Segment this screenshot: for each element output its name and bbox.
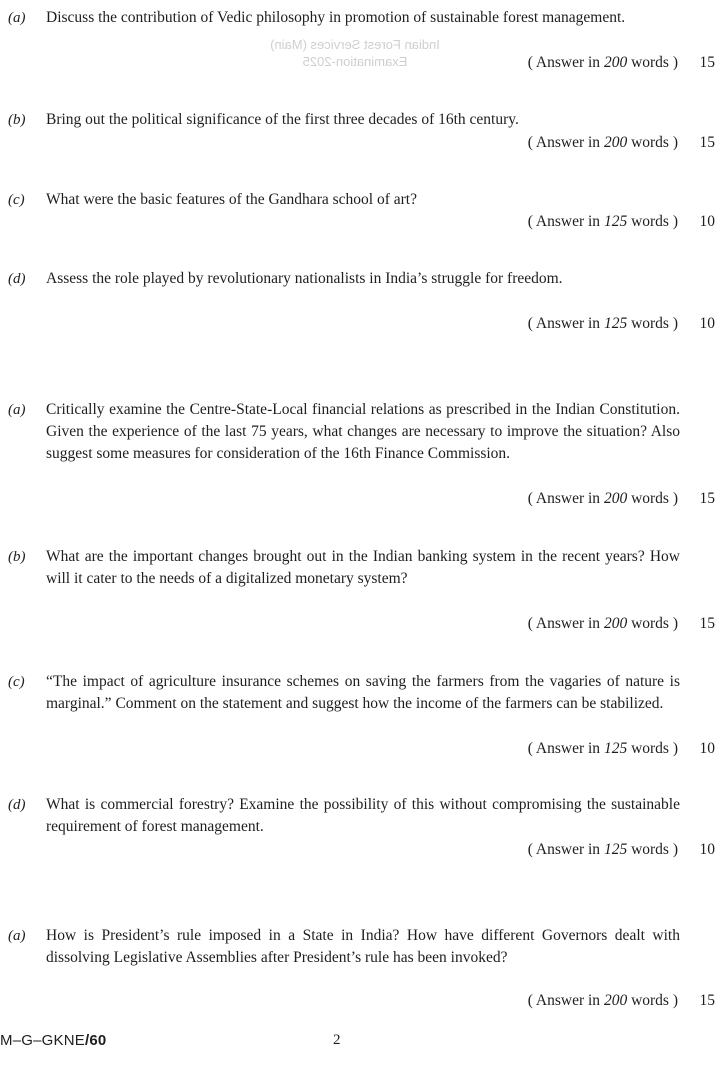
answer-word-limit: ( Answer in 200 words ) <box>527 134 678 151</box>
marks: 15 <box>699 134 715 151</box>
marks: 10 <box>699 841 715 858</box>
marks: 15 <box>699 992 715 1009</box>
marks: 15 <box>699 490 715 507</box>
marks: 10 <box>699 213 715 230</box>
question-label: (b) <box>8 549 26 565</box>
question-label: (c) <box>8 192 25 208</box>
question-text: “The impact of agriculture insurance schemes on saving the farmers from the vagaries of nature is marginal.” Comment on the statement and suggest how the income of the farmers can be stabilized. <box>46 673 680 712</box>
question-text: Discuss the contribution of Vedic philosophy in promotion of sustainable forest management. <box>46 9 626 26</box>
watermark <box>245 36 465 70</box>
question-label: (a) <box>8 10 26 26</box>
answer-word-limit: ( Answer in 125 words ) <box>527 213 678 230</box>
question-label: (d) <box>8 271 26 287</box>
watermark-line-1: Indian Forest Services (Main) <box>270 37 440 52</box>
question-label: (d) <box>8 797 26 813</box>
marks: 10 <box>699 315 715 332</box>
question-text: Assess the role played by revolutionary nationalists in India’s struggle for freedom. <box>46 270 563 287</box>
question-text: What is commercial forestry? Examine the possibility of this without compromising the sustainable requirement of forest management. <box>46 796 680 835</box>
question-text: Critically examine the Centre-State-Local financial relations as prescribed in the Indian Constitution. Given the experience of the last 75 years, what changes are necessary to improve the situation? Also suggest some measures for consideration of the 16th Finance Commission. <box>46 401 680 462</box>
question-text: What are the important changes brought out in the Indian banking system in the recent years? How will it cater to the needs of a digitalized monetary system? <box>46 548 680 587</box>
answer-word-limit: ( Answer in 200 words ) <box>527 615 678 632</box>
answer-word-limit: ( Answer in 125 words ) <box>527 841 678 858</box>
page-number: 2 <box>333 1032 341 1048</box>
answer-word-limit: ( Answer in 125 words ) <box>527 740 678 757</box>
question-text: What were the basic features of the Gandhara school of art? <box>46 191 417 208</box>
question-label: (c) <box>8 674 25 690</box>
answer-word-limit: ( Answer in 125 words ) <box>527 315 678 332</box>
marks: 15 <box>699 615 715 632</box>
marks: 10 <box>699 740 715 757</box>
answer-word-limit: ( Answer in 200 words ) <box>527 992 678 1009</box>
question-label: (b) <box>8 112 26 128</box>
question-label: (a) <box>8 402 26 418</box>
watermark-line-2: Examination-2025 <box>302 54 408 69</box>
answer-word-limit: ( Answer in 200 words ) <box>527 490 678 507</box>
question-label: (a) <box>8 928 26 944</box>
question-text: Bring out the political significance of the first three decades of 16th century. <box>46 111 519 128</box>
question-text: How is President’s rule imposed in a State in India? How have different Governors dealt with dissolving Legislative Assemblies after President’s rule has been invoked? <box>46 927 680 966</box>
marks: 15 <box>699 54 715 71</box>
paper-code: M–G–GKNE/60 <box>0 1032 107 1049</box>
answer-word-limit: ( Answer in 200 words ) <box>527 54 678 71</box>
